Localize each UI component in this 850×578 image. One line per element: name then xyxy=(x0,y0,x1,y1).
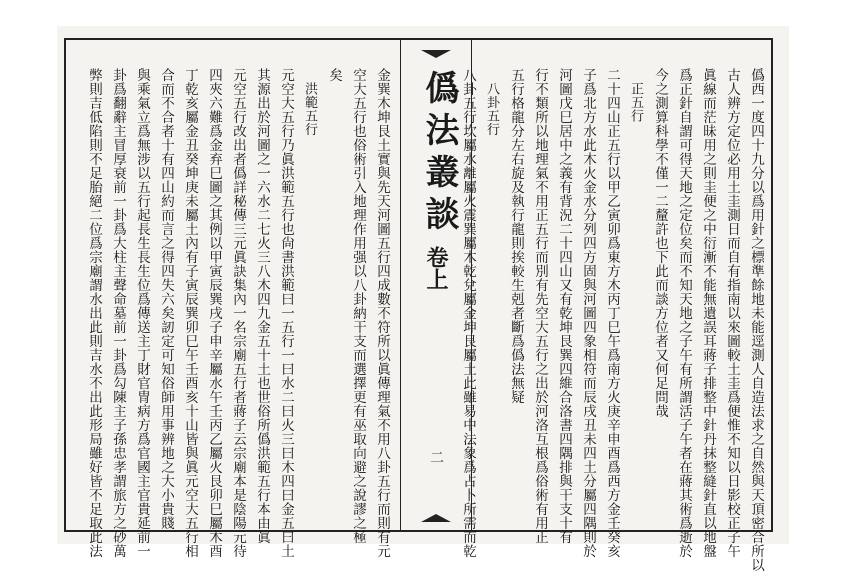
text-column: 其源出於河圖之一六水二七火三八木四九金五十土也世俗所僞洪範五行本由眞 xyxy=(254,68,270,544)
text-column: 今之測算科學不僅一二釐許也下此而談方位者又何足問哉 xyxy=(652,68,668,418)
text-column: 五行格龍分左右旋及執行龍則挨較生剋者斷爲僞法無疑 xyxy=(508,68,524,404)
section-heading: 八卦五行 xyxy=(484,82,499,136)
volume-label: 卷上 xyxy=(423,246,449,290)
text-column: 弊則吉低陷則不足胎絕二位爲宗廟謂水出此則吉水不出此形局雖好皆不足取此法 xyxy=(86,68,102,558)
text-column: 八卦五行坎屬水離屬火震巽屬木乾兌屬金坤艮屬土此雖易中法象爲占卜所需而乾 xyxy=(460,68,476,558)
text-column: 爲正針自謂可得天地之定位矣而不知天地之子午有所謂活子午者在蔣其術爲逝於 xyxy=(676,68,692,558)
page-number: 二 xyxy=(428,450,444,464)
text-column: 合而不合者十有四山約而言之得四失六矣訒定可知俗師用事辨地之大小貴賤 xyxy=(158,68,174,530)
text-column: 四夾六難爲金弃巳圖之其例以甲寅辰巽戌子申辛屬水午壬丙乙屬火艮卯巳屬木酉 xyxy=(206,68,222,558)
text-column: 與乘氣立爲無涉以五行起長生長生位爲傳送主丁財官冑病方爲官國主官貴延前一 xyxy=(134,68,150,558)
center-banner xyxy=(400,40,472,530)
text-column: 眞線而茫昧用之則圭便之中衍漸不能無遺誤耳蔣子排整中針丹抹整縫針直以地盤 xyxy=(700,68,716,558)
text-column: 元空五行改出者僞詳秘傳三元眞訣集內一名宗廟五行者蔣子云宗廟本是陰陽元待 xyxy=(230,68,246,558)
text-column: 河圖戊巳居中之義有背況二十四山又有乾坤艮巽四維合洛書四隅排與干支十有 xyxy=(556,68,572,544)
text-column: 元空大五行乃眞洪範五行也尙書洪範曰一五行一曰水二曰火三曰木四曰金五曰土 xyxy=(278,68,294,558)
book-page xyxy=(57,26,789,572)
text-column: 丁乾亥屬金丑癸坤庚未屬土內有子寅辰巽卯巳午壬酉亥十山皆與眞元空大五行相 xyxy=(182,68,198,558)
book-title: 僞法叢談 xyxy=(419,70,459,238)
fish-tail-ornament-icon xyxy=(421,514,451,522)
text-column: 空大五行也俗術引入地理作用强以八卦納干支而選擇更有巫取向避之說謬之極 xyxy=(350,68,366,544)
text-column: 矣 xyxy=(326,68,342,82)
text-column: 僞西一度四十九分以爲用針之標準餘地未能逕測人自造法求之自然與天頂密合所以 xyxy=(748,68,764,572)
page-frame xyxy=(64,38,773,572)
text-column: 金巽木坤艮土實與先天河圖五行四成數不符所以眞傳理氣不用八卦五行而則有元 xyxy=(374,68,390,558)
text-column: 行不類所以地理氣不用正五行而別有先空大五行之出於河洛互根爲俗術有用正 xyxy=(532,68,548,544)
text-column: 二十四山正五行以甲乙寅卯爲東方木丙丁巳午爲南方火庚辛申酉爲西方金壬癸亥 xyxy=(604,68,620,558)
section-heading: 正五行 xyxy=(628,82,643,123)
fish-tail-ornament-icon xyxy=(421,50,451,58)
text-column: 古人辨方定位必用土圭測日而自有指南以來圖較土圭爲便惟不知以日影校正子午 xyxy=(724,68,740,558)
text-column: 卦爲翻辭主冒厚衰前一卦爲大柱主聲命墓前一卦爲勾陳主子孫忠孝謂旅方之砂萬 xyxy=(110,68,126,558)
text-column: 子爲北方水此木火金水分列四方固與河圖四象相符而辰戌丑未四土分屬四隅則於 xyxy=(580,68,596,558)
section-heading: 洪範五行 xyxy=(302,82,317,136)
